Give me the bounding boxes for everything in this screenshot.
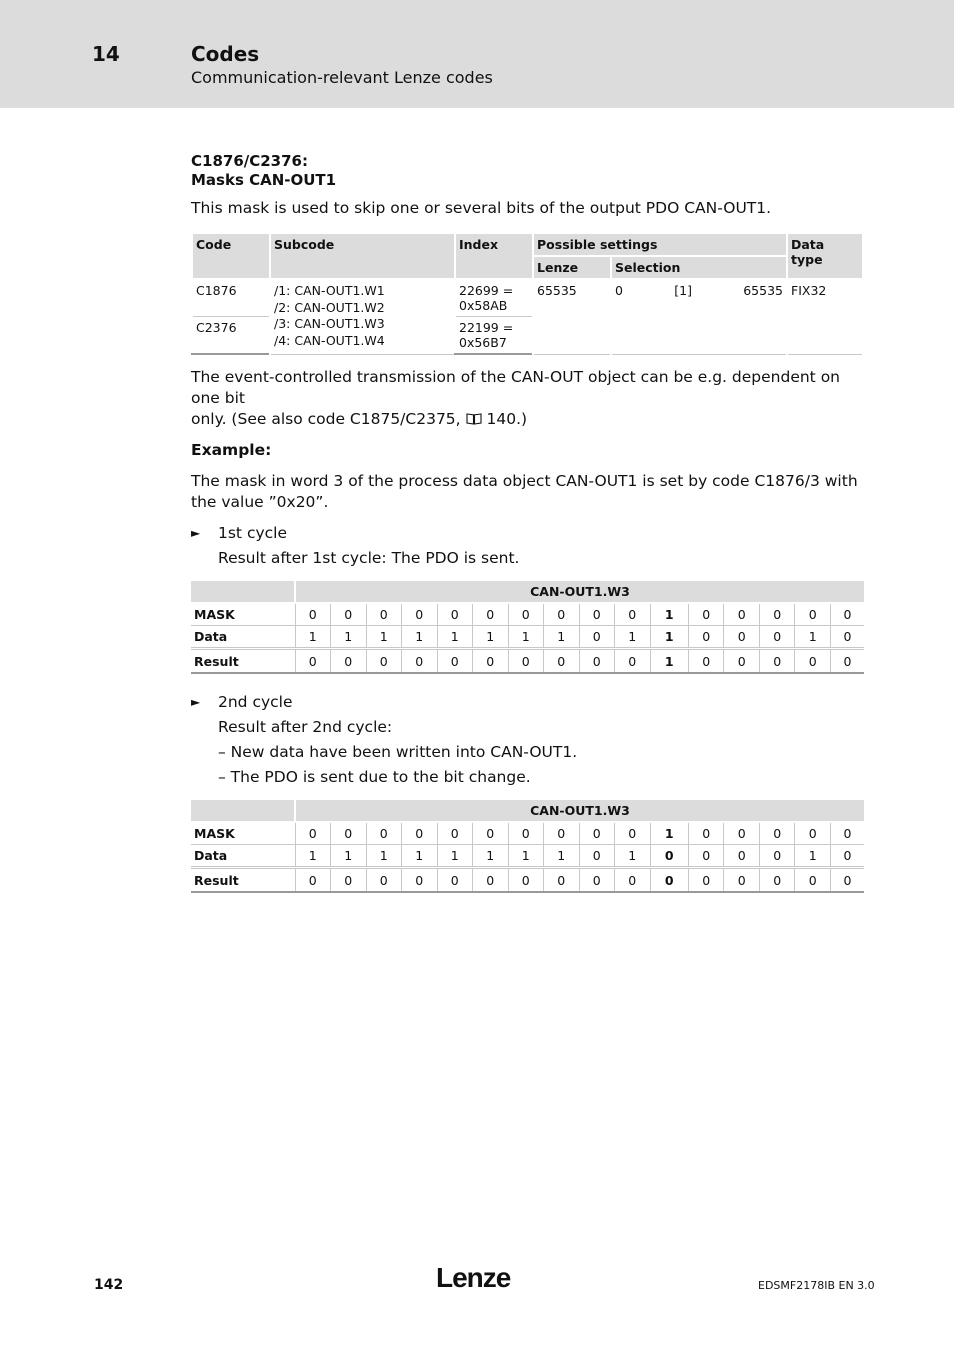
bit-cell: 0 xyxy=(795,649,831,674)
triangle-right-icon: ► xyxy=(191,695,201,709)
bit-cell: 0 xyxy=(724,868,760,893)
code-table xyxy=(191,232,864,355)
bit-cell: 0 xyxy=(437,822,473,845)
cycle2-line-b: – The PDO is sent due to the bit change. xyxy=(218,768,531,786)
bit-cell: 0 xyxy=(331,603,367,626)
logo-text: Lenze xyxy=(436,1262,511,1292)
bit-cell: 0 xyxy=(579,626,615,649)
chapter-title: Codes xyxy=(191,42,260,66)
bit-cell: 0 xyxy=(473,649,509,674)
chapter-number: 14 xyxy=(92,42,120,66)
row1-index-dec: 22699 = xyxy=(459,283,514,298)
bit-cell: 0 xyxy=(830,845,864,868)
bit-cell: 0 xyxy=(579,603,615,626)
row-label: Data xyxy=(191,626,295,649)
subcode-item: /4: CAN-OUT1.W4 xyxy=(274,332,385,348)
row2-index-dec: 22199 = xyxy=(459,320,514,335)
bit-cell: 0 xyxy=(295,868,331,893)
table-row xyxy=(191,603,864,626)
row-label: MASK xyxy=(191,822,295,845)
bit-cell: 0 xyxy=(615,649,651,674)
cycle2-bullet xyxy=(191,692,864,713)
bit-cell: 0 xyxy=(331,649,367,674)
bit-cell: 0 xyxy=(544,822,580,845)
subcode-list xyxy=(270,279,455,354)
header-index: Index xyxy=(455,233,533,279)
subcode-item: /1: CAN-OUT1.W1 xyxy=(274,283,385,298)
row-label: Result xyxy=(191,649,295,674)
bit-cell: 1 xyxy=(795,626,831,649)
table-row xyxy=(191,649,864,674)
bit-cell: 1 xyxy=(650,603,688,626)
bit-cell: 0 xyxy=(579,868,615,893)
bit-cell: 0 xyxy=(688,626,724,649)
table-corner xyxy=(191,800,295,822)
intro-paragraph: This mask is used to skip one or several bits of the output PDO CAN-OUT1. xyxy=(191,199,772,217)
bit-cell: 0 xyxy=(473,868,509,893)
row-label: Result xyxy=(191,868,295,893)
bit-cell: 0 xyxy=(615,822,651,845)
bit-cell: 0 xyxy=(688,822,724,845)
bit-cell: 0 xyxy=(759,822,795,845)
bit-cell: 0 xyxy=(295,822,331,845)
bit-cell: 1 xyxy=(795,845,831,868)
bit-cell: 1 xyxy=(508,626,544,649)
triangle-right-icon: ► xyxy=(191,526,201,540)
row-label: Data xyxy=(191,845,295,868)
bit-cell: 0 xyxy=(830,868,864,893)
header-code: Code xyxy=(192,233,270,279)
table-corner xyxy=(191,581,295,603)
bit-cell: 1 xyxy=(295,626,331,649)
bit-cell: 0 xyxy=(724,845,760,868)
bit-cell: 0 xyxy=(830,626,864,649)
bit-cell: 0 xyxy=(402,649,438,674)
row1-index xyxy=(455,279,533,317)
bit-cell: 1 xyxy=(473,626,509,649)
header-data-type: Data type xyxy=(787,233,863,279)
row2-index-hex: 0x56B7 xyxy=(459,335,507,350)
bit-cell: 1 xyxy=(650,649,688,674)
bit-cell: 0 xyxy=(688,603,724,626)
bit-cell: 1 xyxy=(437,626,473,649)
bit-cell: 0 xyxy=(759,868,795,893)
bit-cell: 0 xyxy=(402,822,438,845)
bit-cell: 0 xyxy=(724,626,760,649)
bit-cell: 0 xyxy=(615,868,651,893)
chapter-subtitle: Communication-relevant Lenze codes xyxy=(191,68,493,87)
cycle1-table-title: CAN-OUT1.W3 xyxy=(295,581,864,603)
bit-cell: 1 xyxy=(544,626,580,649)
bit-cell: 0 xyxy=(437,868,473,893)
cycle1-result: Result after 1st cycle: The PDO is sent. xyxy=(218,549,520,567)
bit-cell: 0 xyxy=(544,603,580,626)
selection-range xyxy=(611,279,787,354)
row1-code: C1876 xyxy=(192,279,270,317)
bit-cell: 0 xyxy=(759,649,795,674)
bit-cell: 0 xyxy=(544,649,580,674)
bit-cell: 0 xyxy=(795,868,831,893)
bit-cell: 1 xyxy=(615,845,651,868)
bit-cell: 0 xyxy=(795,822,831,845)
bit-cell: 0 xyxy=(650,868,688,893)
header-lenze: Lenze xyxy=(533,256,611,279)
bit-cell: 0 xyxy=(366,649,402,674)
bit-cell: 0 xyxy=(437,649,473,674)
transmission-paragraph xyxy=(191,367,864,430)
bit-cell: 0 xyxy=(579,845,615,868)
bit-cell: 1 xyxy=(650,822,688,845)
bit-cell: 0 xyxy=(331,822,367,845)
bit-cell: 0 xyxy=(724,649,760,674)
example-paragraph: The mask in word 3 of the process data object CAN-OUT1 is set by code C1876/3 with the value ”0x20”. xyxy=(191,472,858,511)
cycle2-line-a: – New data have been written into CAN-OUT1. xyxy=(218,743,578,761)
book-icon xyxy=(466,412,482,425)
main-content xyxy=(191,152,864,893)
bit-cell: 1 xyxy=(402,845,438,868)
bit-cell: 1 xyxy=(508,845,544,868)
subcode-item: /2: CAN-OUT1.W2 xyxy=(274,299,385,315)
transmission-line1: The event-controlled transmission of the CAN-OUT object can be e.g. dependent on one bit xyxy=(191,368,840,407)
bit-cell: 0 xyxy=(579,649,615,674)
row1-index-hex: 0x58AB xyxy=(459,298,508,313)
row-label: MASK xyxy=(191,603,295,626)
bit-cell: 0 xyxy=(759,603,795,626)
bit-cell: 0 xyxy=(402,868,438,893)
bit-cell: 0 xyxy=(508,649,544,674)
cycle2-table-title: CAN-OUT1.W3 xyxy=(295,800,864,822)
bit-cell: 0 xyxy=(366,822,402,845)
bit-cell: 1 xyxy=(331,845,367,868)
bit-cell: 0 xyxy=(508,822,544,845)
table-row xyxy=(191,868,864,893)
bit-cell: 0 xyxy=(579,822,615,845)
selection-min: 0 xyxy=(615,283,623,298)
header-possible-settings: Possible settings xyxy=(533,233,787,256)
example-label: Example: xyxy=(191,441,272,459)
bit-cell: 0 xyxy=(795,603,831,626)
header-subcode: Subcode xyxy=(270,233,455,279)
bit-cell: 1 xyxy=(615,626,651,649)
bit-cell: 0 xyxy=(759,845,795,868)
table-row xyxy=(191,626,864,649)
bit-cell: 0 xyxy=(295,649,331,674)
cycle1-bit-table xyxy=(191,581,864,674)
bit-cell: 0 xyxy=(473,822,509,845)
cycle1-bullet xyxy=(191,523,864,544)
bit-cell: 1 xyxy=(544,845,580,868)
bit-cell: 0 xyxy=(688,845,724,868)
bit-cell: 1 xyxy=(437,845,473,868)
bit-cell: 1 xyxy=(295,845,331,868)
table-row xyxy=(191,845,864,868)
bit-cell: 1 xyxy=(366,626,402,649)
header-selection: Selection xyxy=(611,256,787,279)
bit-cell: 0 xyxy=(830,822,864,845)
bit-cell: 1 xyxy=(366,845,402,868)
bit-cell: 0 xyxy=(331,868,367,893)
cycle1-label: 1st cycle xyxy=(218,524,288,542)
section-title-code: C1876/C2376: xyxy=(191,152,308,170)
transmission-line2: only. (See also code C1875/C2375, xyxy=(191,410,461,428)
bit-cell: 0 xyxy=(437,603,473,626)
cycle2-bit-table xyxy=(191,800,864,893)
bit-cell: 0 xyxy=(402,603,438,626)
bit-cell: 0 xyxy=(688,868,724,893)
bit-cell: 1 xyxy=(650,626,688,649)
bit-cell: 1 xyxy=(331,626,367,649)
lenze-value: 65535 xyxy=(533,279,611,354)
bit-cell: 0 xyxy=(724,603,760,626)
reference-page: 140.) xyxy=(486,410,528,428)
bit-cell: 0 xyxy=(830,649,864,674)
bit-cell: 0 xyxy=(615,603,651,626)
bit-cell: 0 xyxy=(830,603,864,626)
row2-index xyxy=(455,317,533,355)
bit-cell: 0 xyxy=(473,603,509,626)
table-row xyxy=(191,822,864,845)
selection-step: [1] xyxy=(674,283,692,298)
page-number: 142 xyxy=(94,1277,124,1293)
bit-cell: 0 xyxy=(366,603,402,626)
bit-cell: 0 xyxy=(650,845,688,868)
subcode-item: /3: CAN-OUT1.W3 xyxy=(274,316,385,331)
row2-code: C2376 xyxy=(192,317,270,355)
bit-cell: 0 xyxy=(508,868,544,893)
selection-max: 65535 xyxy=(743,283,783,298)
bit-cell: 0 xyxy=(508,603,544,626)
header-band xyxy=(0,0,954,108)
bit-cell: 0 xyxy=(295,603,331,626)
cycle2-label: 2nd cycle xyxy=(218,693,293,711)
bit-cell: 0 xyxy=(724,822,760,845)
bit-cell: 1 xyxy=(473,845,509,868)
bit-cell: 0 xyxy=(688,649,724,674)
document-id: EDSMF2178IB EN 3.0 xyxy=(758,1279,875,1292)
section-title-name: Masks CAN-OUT1 xyxy=(191,171,337,189)
bit-cell: 0 xyxy=(759,626,795,649)
cycle2-result: Result after 2nd cycle: xyxy=(218,718,393,736)
data-type-value: FIX32 xyxy=(787,279,863,354)
bit-cell: 0 xyxy=(544,868,580,893)
lenze-logo xyxy=(436,1262,516,1292)
bit-cell: 1 xyxy=(402,626,438,649)
bit-cell: 0 xyxy=(366,868,402,893)
